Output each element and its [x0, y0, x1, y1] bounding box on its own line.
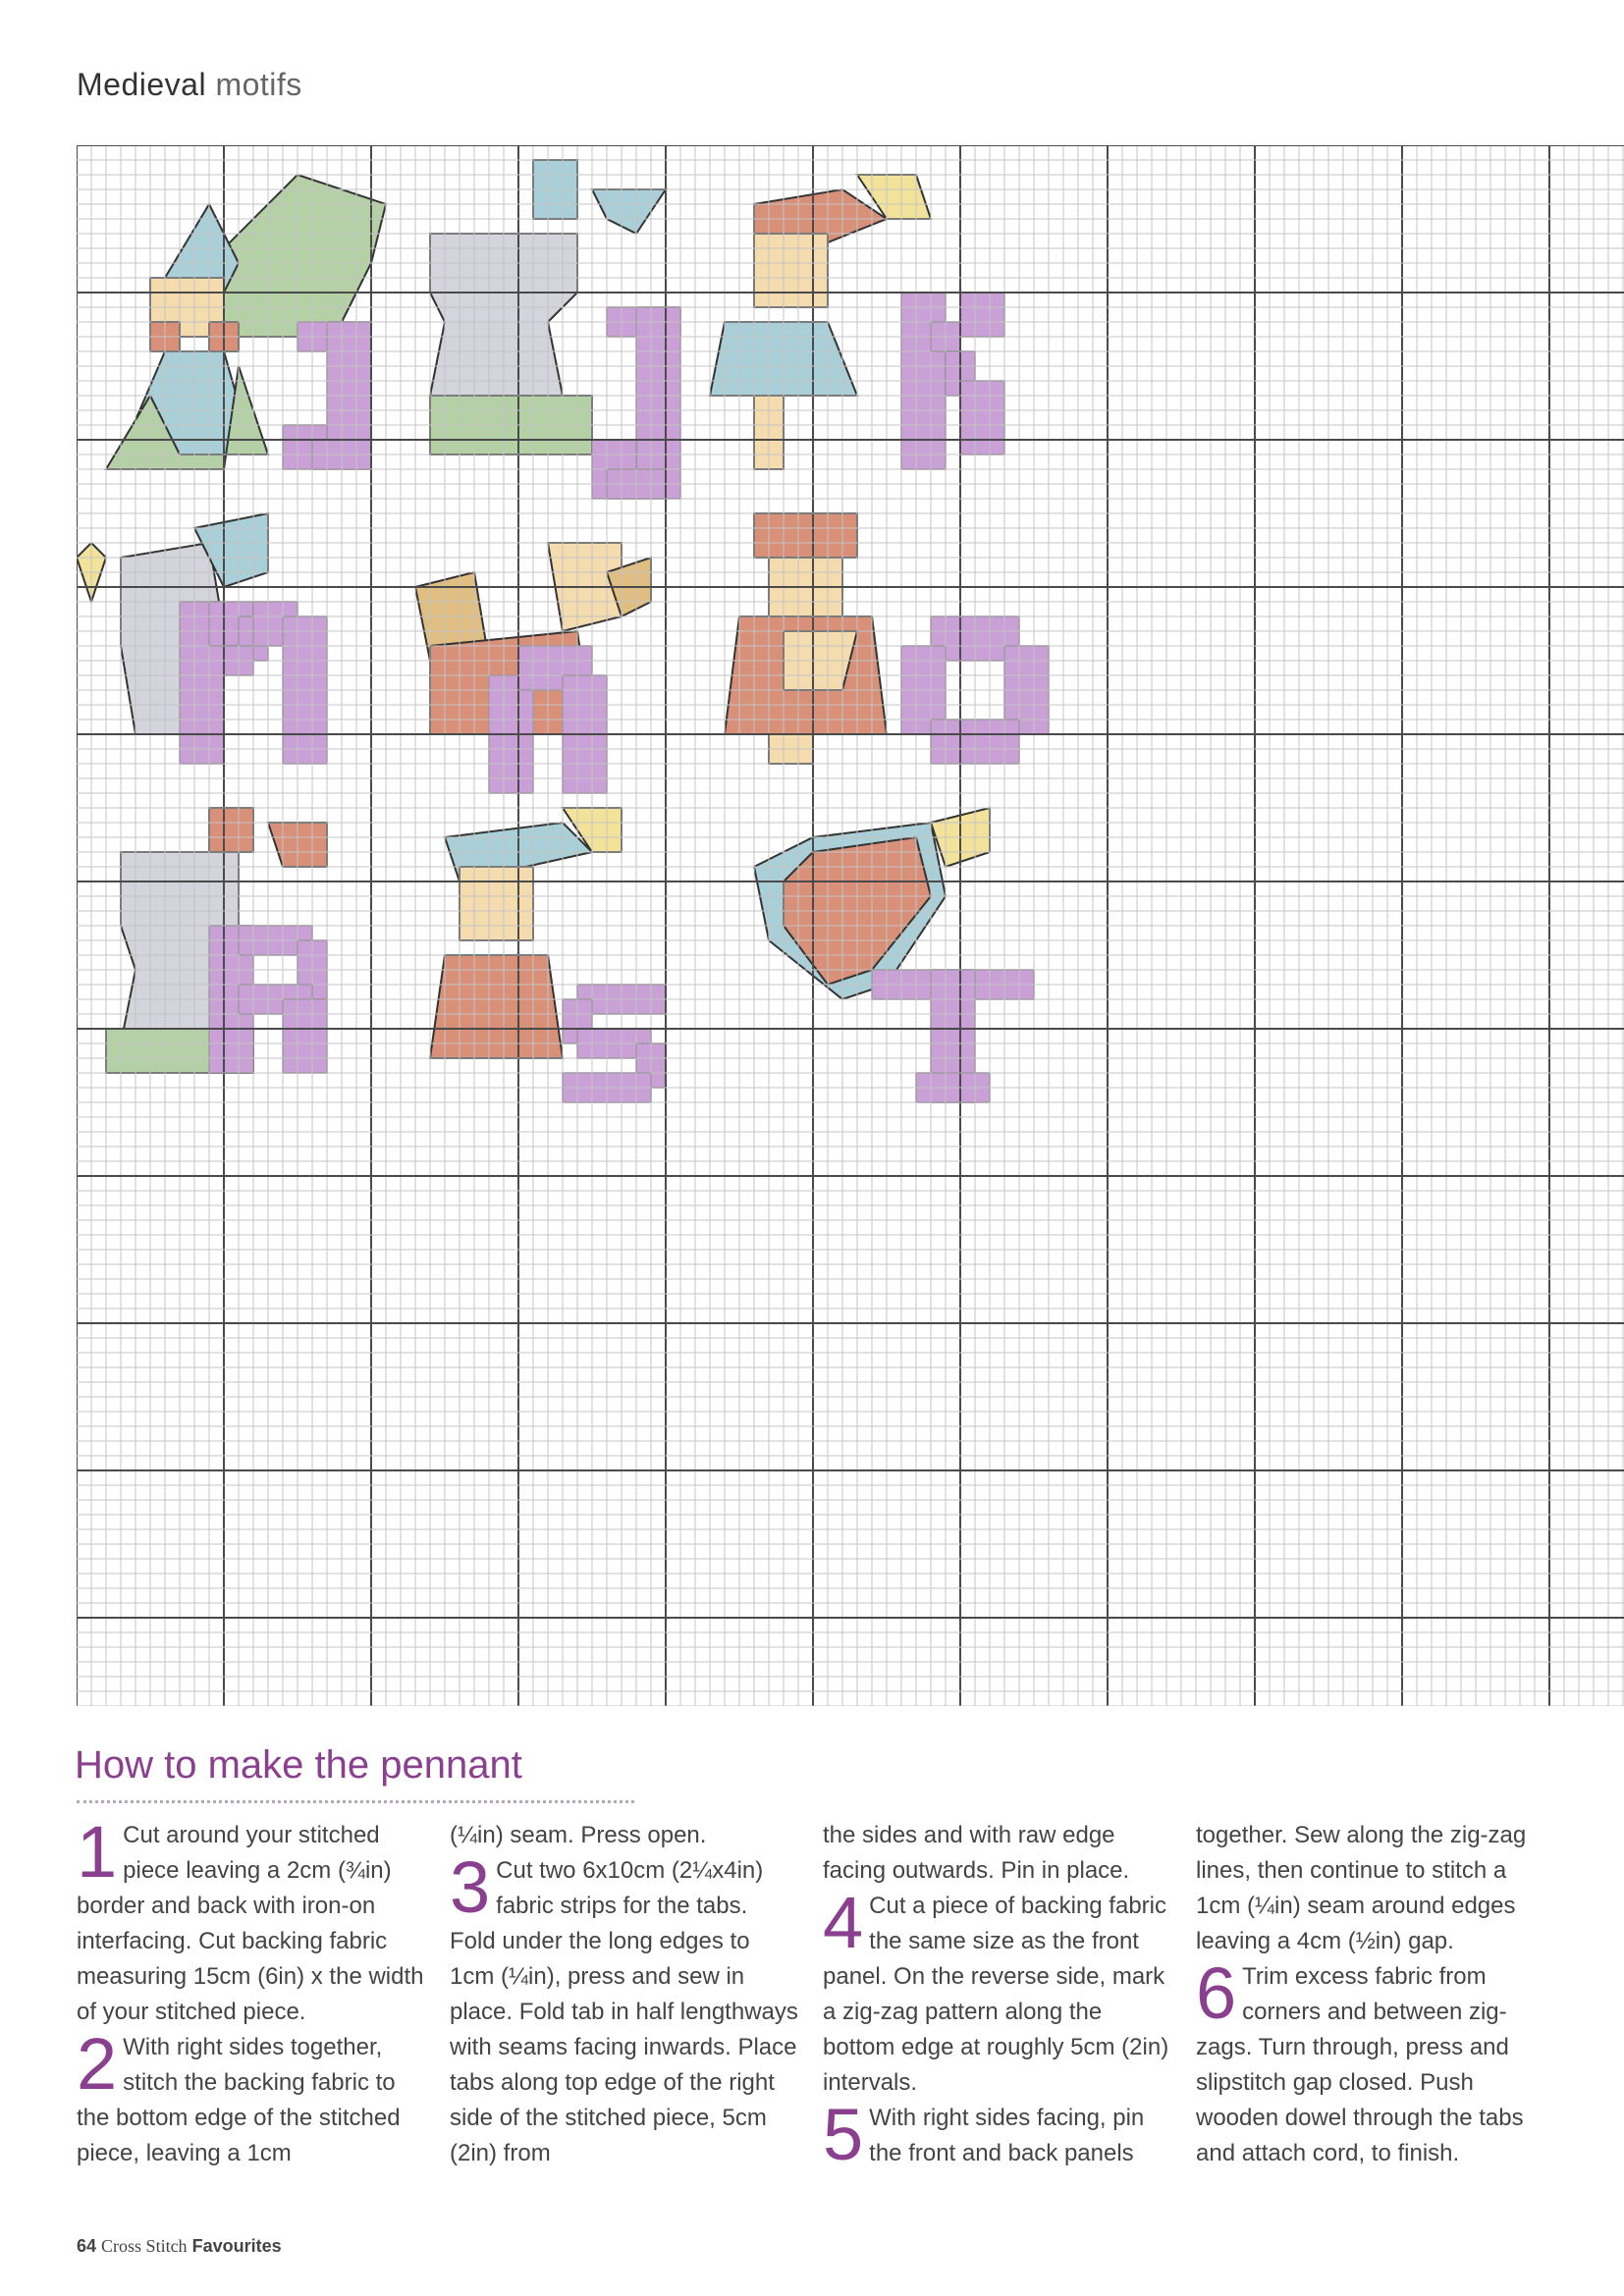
step-text: Trim excess fabric from corners and between zig-zags. Turn through, press and slipstitch gap closed. Push wooden dowel through the tabs and attach cord, to finish. [1196, 1963, 1524, 2166]
step-number: 2 [77, 2023, 118, 2105]
header-section: Medieval [77, 67, 207, 102]
page-header [77, 67, 302, 103]
instruction-paragraph [1196, 1818, 1545, 1959]
step-text: together. Sew along the zig-zag lines, then continue to stitch a 1cm (¼in) seam around edges leaving a 4cm (½in) gap. [1196, 1822, 1527, 1954]
step-number: 5 [823, 2094, 864, 2175]
instruction-paragraph [823, 1818, 1172, 1889]
cross-stitch-chart [77, 145, 1624, 1706]
instruction-paragraph [823, 1882, 1172, 2101]
step-number: 1 [77, 1811, 118, 1893]
page-number: 64 [77, 2236, 97, 2256]
dotted-divider [77, 1800, 634, 1803]
lady-hat [754, 513, 857, 558]
step-text: Cut around your stitched piece leaving a 2cm (¾in) border and back with iron-on interfacing. Cut backing fabric measuring 15cm (6in) x the width of your stitched piece. [77, 1822, 424, 2025]
letter-t [872, 970, 1034, 1102]
castle2-flag [209, 808, 253, 852]
instructions-column-4 [1196, 1818, 1545, 2171]
step-number: 4 [823, 1882, 864, 1963]
section-title: How to make the pennant [75, 1743, 522, 1787]
step-text: With right sides together, stitch the backing fabric to the bottom edge of the stitched piece, leaving a 1cm [77, 2034, 401, 2166]
chart-grid [77, 145, 1624, 1706]
instructions-columns [77, 1811, 1549, 2181]
minstrel-tunic [430, 955, 563, 1058]
castle-pennant [592, 189, 666, 234]
instructions-column-3 [823, 1818, 1172, 2175]
step-number: 3 [450, 1846, 491, 1928]
magazine-name: Cross Stitch [101, 2236, 188, 2256]
instruction-paragraph [1196, 1952, 1545, 2171]
step-text: Cut two 6x10cm (2¼x4in) fabric strips for the tabs. Fold under the long edges to 1cm (¼in), press and sew in place. Fold tab in half lengthways with seams facing inwards. Place tabs along top edge of the right side of the stitched piece, 5cm (2in) from [450, 1857, 798, 2166]
instruction-paragraph [77, 2023, 426, 2171]
step-text: (¼in) seam. Press open. [450, 1822, 707, 1848]
magazine-issue: Favourites [191, 2236, 282, 2256]
step-number: 6 [1196, 1952, 1237, 2034]
page-footer [77, 2236, 282, 2257]
instructions-column-1 [77, 1811, 426, 2171]
step-text: Cut a piece of backing fabric the same size as the front panel. On the reverse side, mark a zig-zag pattern along the bottom edge at roughly 5cm (2in) intervals. [823, 1893, 1169, 2096]
instruction-paragraph [450, 1846, 799, 2171]
step-text: With right sides facing, pin the front and back panels [869, 2105, 1145, 2166]
step-text: the sides and with raw edge facing outwards. Pin in place. [823, 1822, 1130, 1884]
instruction-paragraph [450, 1818, 799, 1853]
jester-face [754, 234, 828, 307]
instruction-paragraph [77, 1811, 426, 2030]
instructions-column-2 [450, 1818, 799, 2171]
minstrel-face [460, 867, 533, 940]
instruction-paragraph [823, 2094, 1172, 2175]
header-title: motifs [215, 67, 302, 102]
